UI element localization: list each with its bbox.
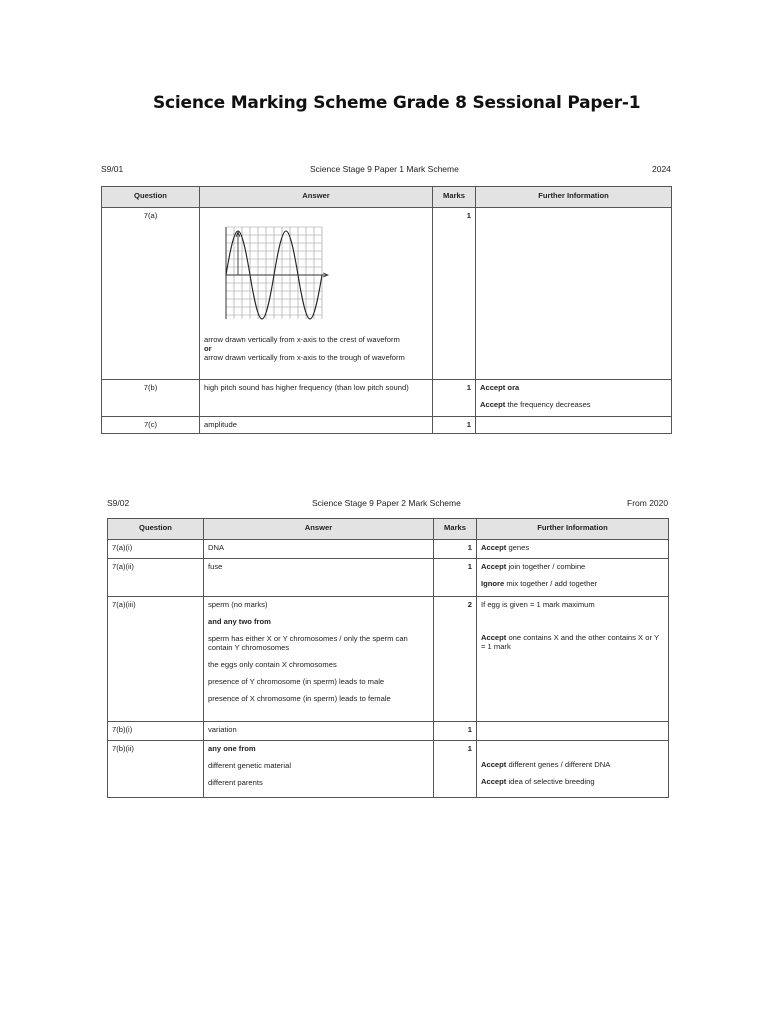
info-line: Accept ora — [480, 383, 520, 392]
answer-cell: DNA — [204, 540, 434, 559]
answer-text: high pitch sound has higher frequency (than low pitch sound) — [204, 383, 409, 392]
answer-line: and any two from — [208, 617, 271, 626]
answer-line: different genetic material — [208, 761, 292, 770]
answer-line: sperm (no marks) — [208, 600, 268, 609]
further-info-cell: Accept genes — [477, 540, 669, 559]
info-line: Accept different genes / different DNA — [481, 760, 611, 769]
table-header-row — [102, 187, 672, 208]
answer-cell: fuse — [204, 559, 434, 597]
further-info-cell — [476, 380, 672, 417]
header-marks: Marks — [434, 519, 477, 540]
answer-line: the eggs only contain X chromosomes — [208, 660, 337, 669]
answer-cell — [204, 741, 434, 798]
table-row — [108, 597, 669, 722]
further-info-cell — [476, 208, 672, 380]
marks-cell: 1 — [433, 380, 476, 417]
answer-cell — [200, 208, 433, 380]
table-row — [102, 417, 672, 434]
further-info-cell — [477, 741, 669, 798]
answer-line: presence of Y chromosome (in sperm) leads to male — [208, 677, 385, 686]
marks-cell: 1 — [434, 559, 477, 597]
scheme1-name: Science Stage 9 Paper 1 Mark Scheme — [310, 164, 459, 174]
scheme2-name: Science Stage 9 Paper 2 Mark Scheme — [312, 498, 461, 508]
marks-cell: 2 — [434, 597, 477, 722]
answer-cell: variation — [204, 722, 434, 741]
scheme1-code: S9/01 — [101, 164, 124, 174]
table-header-row — [108, 519, 669, 540]
answer-line: arrow drawn vertically from x-axis to the crest of waveform — [204, 335, 400, 344]
header-further-information: Further Information — [477, 519, 669, 540]
info-line: Ignore mix together / add together — [481, 579, 598, 588]
scheme1-year: 2024 — [652, 164, 671, 174]
question-cell: 7(b)(i) — [108, 722, 204, 741]
answer-cell — [200, 380, 433, 417]
mark-scheme-table-2 — [107, 518, 669, 798]
further-info-cell — [477, 559, 669, 597]
further-info-cell — [477, 722, 669, 741]
header-marks: Marks — [433, 187, 476, 208]
header-answer: Answer — [204, 519, 434, 540]
scheme2-code: S9/02 — [107, 498, 130, 508]
marks-cell: 1 — [434, 741, 477, 798]
marks-cell: 1 — [433, 417, 476, 434]
scheme2-year: From 2020 — [627, 498, 669, 508]
info-line: If egg is given = 1 mark maximum — [481, 600, 595, 609]
info-line: Accept join together / combine — [481, 562, 586, 571]
further-info-cell — [476, 417, 672, 434]
document-title: Science Marking Scheme Grade 8 Sessional Paper-1 — [153, 93, 641, 113]
marks-cell: 1 — [434, 722, 477, 741]
table-row — [108, 741, 669, 798]
info-line: Accept one contains X and the other contains X or Y = 1 mark — [481, 633, 659, 651]
further-info-cell — [477, 597, 669, 722]
table-row — [102, 208, 672, 380]
table-row — [108, 722, 669, 741]
header-further-information: Further Information — [476, 187, 672, 208]
answer-line: sperm has either X or Y chromosomes / only the sperm can contain Y chromosomes — [208, 634, 408, 652]
answer-line: arrow drawn vertically from x-axis to the trough of waveform — [204, 353, 405, 362]
header-answer: Answer — [200, 187, 433, 208]
table-row — [102, 380, 672, 417]
question-cell: 7(b) — [102, 380, 200, 417]
marks-cell: 1 — [433, 208, 476, 380]
question-cell: 7(a)(i) — [108, 540, 204, 559]
header-question: Question — [102, 187, 200, 208]
answer-line: any one from — [208, 744, 256, 753]
answer-cell — [204, 597, 434, 722]
answer-or: or — [204, 344, 212, 353]
question-cell: 7(a) — [102, 208, 200, 380]
marks-cell: 1 — [434, 540, 477, 559]
table-row — [108, 559, 669, 597]
question-cell: 7(c) — [102, 417, 200, 434]
info-line: Accept idea of selective breeding — [481, 777, 595, 786]
table-row — [108, 540, 669, 559]
answer-line: presence of X chromosome (in sperm) leads to female — [208, 694, 391, 703]
sine-wave-graph-icon — [222, 225, 334, 321]
answer-line: different parents — [208, 778, 263, 787]
question-cell: 7(a)(iii) — [108, 597, 204, 722]
question-cell: 7(b)(ii) — [108, 741, 204, 798]
info-line: Accept the frequency decreases — [480, 400, 591, 409]
header-question: Question — [108, 519, 204, 540]
mark-scheme-table-1 — [101, 186, 672, 434]
question-cell: 7(a)(ii) — [108, 559, 204, 597]
answer-cell: amplitude — [200, 417, 433, 434]
